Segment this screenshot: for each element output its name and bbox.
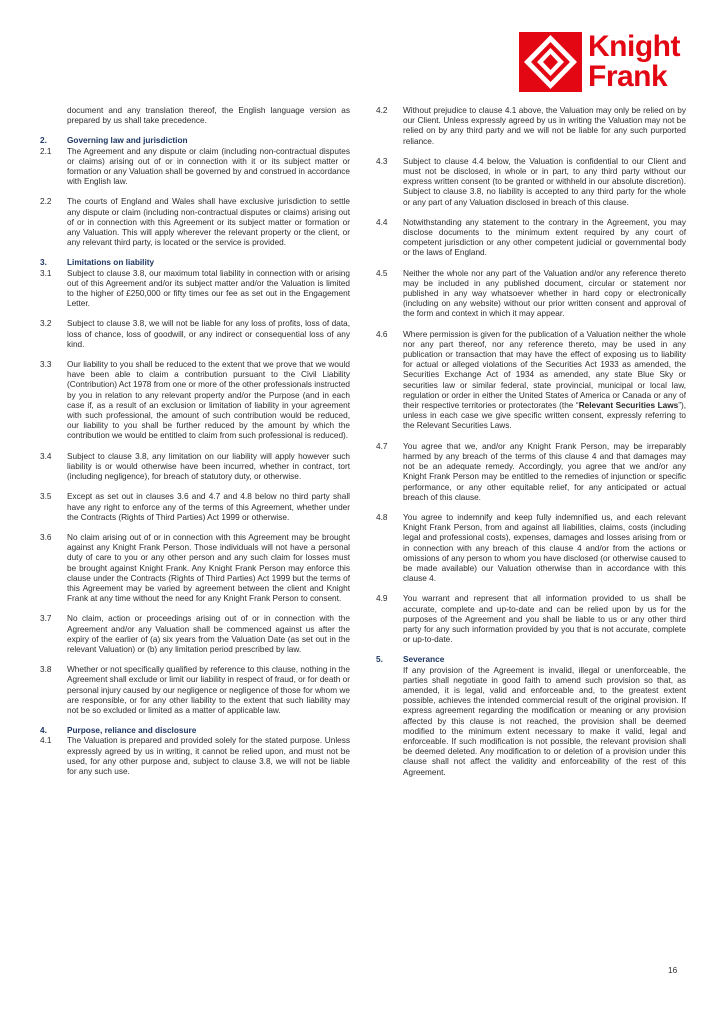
logo-text-frank: Frank — [588, 60, 668, 93]
intro-text: document and any translation thereof, the English language version as prepared by us shall take precedence. — [67, 106, 350, 126]
clause-number: 4.2 — [376, 106, 388, 115]
intro-paragraph — [40, 106, 350, 126]
clause-number: 4.1 — [40, 736, 52, 746]
clause-3-2 — [40, 319, 350, 350]
clause-3-4 — [40, 452, 350, 483]
clause-number: 3.6 — [40, 532, 52, 542]
section-title: Severance — [403, 655, 445, 665]
section-title: Limitations on liability — [67, 258, 155, 268]
page-number: 16 — [668, 966, 678, 975]
clause-number: 3.3 — [40, 360, 52, 370]
clause-4-4 — [376, 218, 686, 259]
clause-number: 4.3 — [376, 156, 388, 166]
clause-number: 4.5 — [376, 268, 388, 278]
clause-3-5 — [40, 492, 350, 523]
clause-3-3 — [40, 360, 350, 442]
clause-4-2 — [376, 106, 686, 147]
clause-4-3 — [376, 157, 686, 208]
clause-text: Subject to clause 3.8, any limitation on our liability will apply however such liability is or would otherwise have been incurred, whether in contract, tort (including negligence), for breach of statutory duty, or otherwise. — [67, 451, 350, 482]
clause-3-6 — [40, 533, 350, 604]
clause-number: 3.5 — [40, 492, 52, 502]
clause-number: 4.9 — [376, 594, 388, 604]
defined-term: Relevant Securities Laws — [578, 401, 679, 411]
clause-number: 3.2 — [40, 319, 52, 329]
clause-text — [403, 330, 686, 432]
clause-number: 3.8 — [40, 665, 52, 675]
clause-text: Whether or not specifically qualified by reference to this clause, nothing in the Agreement shall exclude or limit our liability in respect of fraud, or for death or personal injury caused by our negligence or negligence of those for whom we are responsible, or for any other liability to the extent that such liability may not be so excluded or limited as a matter of applicable law. — [67, 665, 350, 715]
clause-text: No claim, action or proceedings arising out of or in connection with the Agreement and/or any Valuation shall be commenced against us after the expiry of the earlier of (a) six years from the Valuation Date (as set out in the relevant Valuation) or (b) any limitation period prescribed by law. — [67, 614, 350, 654]
clause-number: 3.1 — [40, 268, 52, 278]
clause-number: 4.6 — [376, 329, 388, 339]
clause-number: 3.7 — [40, 614, 52, 624]
knight-frank-logo — [519, 32, 691, 92]
section-5-paragraph — [376, 666, 686, 778]
clause-text: Subject to clause 3.8, our maximum total liability in connection with or arising out of this Agreement and/or its subject matter and/or the Valuation is limited to the higher of £250,000 or fifty times our fee as set out in the Engagement Letter. — [67, 268, 350, 309]
clause-2-1 — [40, 147, 350, 188]
clause-text: Neither the whole nor any part of the Valuation and/or any reference thereto may be included in any published document, circular or statement nor published in any way whatsoever whether in hard copy or electronically (including on any website) without our prior written consent and approval of the form and context in which it may appear. — [403, 268, 686, 319]
clause-3-8 — [40, 665, 350, 716]
section-number: 3. — [40, 258, 47, 268]
clause-4-8 — [376, 513, 686, 584]
clause-text: No claim arising out of or in connection with this Agreement may be brought against any Knight Frank Person. Those individuals will not have a personal duty of care to you or any other person and any such claim for losses must be brought against Knight Frank. Any Knight Frank Person may enforce this clause under the Contracts (Rights of Third Parties) Act 1999 but the terms of this Agreement may be varied by agreement between the client and Knight Frank at any time without the need for any Knight Frank Person to consent. — [67, 532, 350, 604]
clause-text: Subject to clause 3.8, we will not be liable for any loss of profits, loss of data, loss of chance, loss of goodwill, or any indirect or consequential loss of any kind. — [67, 319, 350, 349]
clause-text: The Valuation is prepared and provided solely for the stated purpose. Unless expressly agreed by us in writing, it cannot be relied upon, and must not be used, for any other purpose and, subject to clause 3.8, we will not be liable for any such use. — [67, 736, 350, 776]
clause-2-2 — [40, 197, 350, 248]
clause-4-1 — [40, 736, 350, 777]
clause-text: The courts of England and Wales shall have exclusive jurisdiction to settle any dispute or claim (including non-contractual disputes or claims) arising out of or in connection with this Agreement or its subject matter or formation or any Valuation. This will apply wherever the relevant property or the client, or any relevant third party, is located or the service is provided. — [67, 197, 350, 248]
clause-4-7 — [376, 442, 686, 503]
section-4-heading — [40, 726, 350, 736]
clause-text: Without prejudice to clause 4.1 above, the Valuation may only be relied on by our Client. Unless expressly agreed by us in writing the Valuation may not be relied on by any third party and we will not be liable for any such purported reliance. — [403, 106, 686, 146]
left-column — [40, 106, 350, 787]
clause-3-7 — [40, 614, 350, 655]
section-title: Governing law and jurisdiction — [67, 136, 188, 146]
section-2-heading — [40, 136, 350, 146]
clause-text: Our liability to you shall be reduced to the extent that we prove that we would have been able to claim a contribution pursuant to the Civil Liability (Contribution) Act 1978 from one or more of the other professionals instructed by you in relation to any relevant property and/or the Purpose (and in each case if, as a result of an exclusion or limitation of liability in your agreement with such professional, the amount of such contribution would be reduced, our liability to you shall be further reduced by the amount by which the contribution we would be entitled to claim from such professional is reduced). — [67, 360, 350, 441]
clause-text: You agree that we, and/or any Knight Frank Person, may be irreparably harmed by any breach of the terms of this clause 4 and that damages may not be an adequate remedy. Accordingly, you agree that we and/or any Knight Frank Person may be entitled to the remedies of injunction or specific performance, or any other equitable relief, for any anticipated or actual breach of this clause. — [403, 441, 686, 502]
section-number: 4. — [40, 726, 47, 736]
clause-number: 2.1 — [40, 146, 52, 156]
clause-text-part: ”), unless in each case we give specific written consent, expressly referring to the Relevant Securities Laws. — [403, 401, 687, 431]
section-3-heading — [40, 258, 350, 268]
clause-text: You warrant and represent that all information provided to us shall be accurate, complete and up-to-date and can be relied upon by us for the purposes of the Agreement and you shall be liable to us or any other third party for any such information provided by you that is not accurate, complete or up-to-date. — [403, 594, 686, 645]
clause-3-1 — [40, 269, 350, 310]
clause-text-part: Where permission is given for the publication of a Valuation neither the whole nor any part thereof, nor any reference thereto, may be used in any publication or transaction that may have the effect of exposing us to liability for actual or alleged violations of the Securities Act 1933 as amended, the Securities Exchange Act of 1934 as amended, any state Blue Sky or securities law or similar federal, state provincial, municipal or local law, regulation or order in either the United States of America or Canada or any of their respective territories or protectorates (the “ — [403, 329, 686, 411]
section-5-heading — [376, 655, 686, 665]
clause-4-6 — [376, 330, 686, 432]
clause-4-9 — [376, 594, 686, 645]
logo-text-knight: Knight — [588, 30, 680, 63]
section-title: Purpose, reliance and disclosure — [67, 726, 197, 736]
knight-frank-logo-mark-icon — [519, 32, 582, 92]
clause-number: 4.4 — [376, 217, 388, 227]
clause-text: Subject to clause 4.4 below, the Valuation is confidential to our Client and must not be disclosed, in whole or in part, to any third party without our express written consent (to be granted or withheld in our absolute discretion). Subject to clause 3.8, no liability is accepted to any third party for the whole or any part of any Valuation disclosed in breach of this clause. — [403, 156, 686, 207]
clause-text: Except as set out in clauses 3.6 and 4.7 and 4.8 below no third party shall have any right to enforce any of the terms of this Agreement, whether under the Contracts (Rights of Third Parties) Act 1999 or otherwise. — [67, 492, 350, 522]
clause-number: 4.7 — [376, 441, 388, 451]
clause-number: 3.4 — [40, 451, 52, 461]
clause-text: If any provision of the Agreement is invalid, illegal or unenforceable, the parties shall negotiate in good faith to amend such provision so that, as amended, it is legal, valid and enforceable and, to the greatest extent possible, achieves the intended commercial result of the original provision. If express agreement regarding the modification or meaning or any provision affected by this clause is not reached, the provision shall be deemed modified to the minimum extent necessary to make it valid, legal and enforceable. If such modification is not possible, the relevant provision shall be deemed deleted. Any modification to or deletion of a provision under this clause shall not affect the validity and enforceability of the rest of this Agreement. — [403, 665, 686, 777]
clause-4-5 — [376, 269, 686, 320]
section-number: 5. — [376, 655, 383, 665]
clause-text: Notwithstanding any statement to the contrary in the Agreement, you may disclose documents to the minimum extent required by any court of competent jurisdiction or any other competent judicial or governmental body or the laws of England. — [403, 217, 686, 258]
section-number: 2. — [40, 136, 47, 146]
clause-text: You agree to indemnify and keep fully indemnified us, and each relevant Knight Frank Person, from and against all liabilities, claims, costs (including legal and professional costs), expenses, damages and losses arising from or in connection with any breach of this clause 4 and/or from the actions or omissions of any person to whom you have disclosed (or otherwise caused to be made available) our Valuation otherwise than in accordance with this clause 4. — [403, 512, 686, 584]
right-column — [376, 106, 686, 788]
clause-text: The Agreement and any dispute or claim (including non-contractual disputes or claims) arising out of or in connection with it or its subject matter or formation or any Valuation shall be governed by and construed in accordance with English law. — [67, 146, 350, 187]
clause-number: 4.8 — [376, 512, 388, 522]
clause-number: 2.2 — [40, 197, 52, 207]
